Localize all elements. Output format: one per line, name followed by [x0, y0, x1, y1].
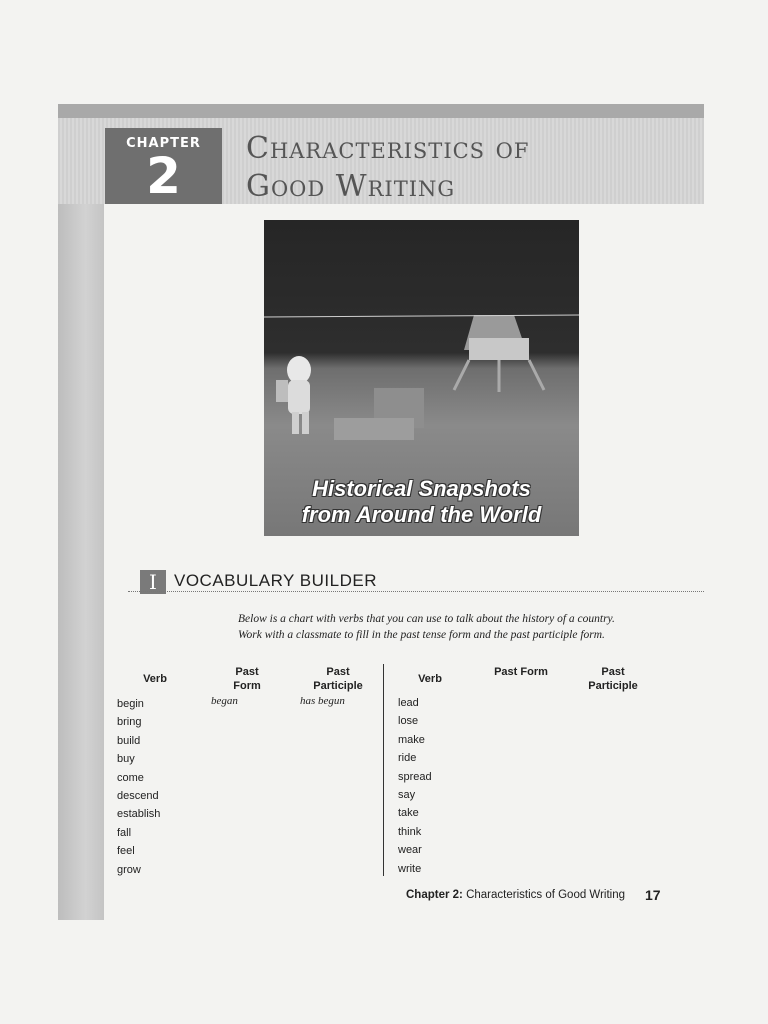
chapter-badge: [105, 128, 222, 204]
left-past-form-header: Past Form: [233, 666, 261, 692]
verb-wear: wear: [398, 844, 422, 857]
left-verb-header: Verb: [143, 673, 167, 685]
footer-chapter-label: Chapter 2:: [406, 889, 463, 901]
chapter-title-line1: Characteristics of: [246, 131, 530, 166]
verb-think: think: [398, 825, 422, 838]
verb-lead: lead: [398, 697, 419, 709]
right-verb-list: [398, 694, 432, 878]
chapter-label: CHAPTER: [126, 136, 201, 151]
left-verb-list: [117, 695, 160, 879]
instructions-line1: Below is a chart with verbs that you can use to talk about the history of a country.: [238, 613, 615, 625]
moon-landing-photo: [264, 220, 579, 536]
example-past-participle: has begun: [300, 695, 345, 707]
verb-lose: lose: [398, 715, 419, 728]
verb-begin: begin: [117, 698, 144, 710]
verb-come: come: [117, 771, 144, 784]
verb-bring: bring: [117, 716, 142, 729]
verb-buy: buy: [117, 753, 135, 766]
verb-establish: establish: [117, 808, 161, 821]
table-divider: [383, 664, 384, 876]
right-past-form-header: Past Form: [494, 666, 548, 678]
verb-feel: feel: [117, 845, 135, 858]
photo-caption-line2: from Around the World: [301, 502, 542, 527]
page-footer: [406, 889, 625, 901]
footer-chapter-title: Characteristics of Good Writing: [466, 889, 626, 901]
verb-make: make: [398, 733, 425, 746]
chapter-number: 2: [146, 147, 181, 205]
verb-spread: spread: [398, 770, 432, 783]
chapter-title: [246, 130, 666, 206]
instructions: [238, 611, 658, 643]
verb-build: build: [117, 734, 141, 747]
verb-ride: ride: [398, 752, 417, 765]
photo-caption: [264, 476, 579, 528]
section-divider: [128, 591, 704, 592]
page-number: 17: [645, 887, 661, 903]
right-past-participle-header: Past Participle: [588, 666, 638, 692]
example-past-form: began: [211, 695, 238, 707]
right-verb-header: Verb: [418, 673, 442, 685]
verb-say: say: [398, 789, 416, 802]
section-number: I: [140, 570, 166, 594]
verb-descend: descend: [117, 790, 159, 803]
photo-caption-line1: Historical Snapshots: [312, 476, 531, 501]
verb-fall: fall: [117, 826, 132, 839]
page-margin-bar: [58, 118, 104, 920]
section-title: VOCABULARY BUILDER: [174, 571, 377, 590]
verb-write: write: [398, 862, 422, 875]
verb-take: take: [398, 807, 419, 820]
chapter-title-line2: Good Writing: [246, 169, 456, 204]
left-past-participle-header: Past Participle: [313, 666, 363, 692]
instructions-line2: Work with a classmate to fill in the past tense form and the past participle form.: [238, 629, 605, 641]
verb-grow: grow: [117, 863, 141, 876]
